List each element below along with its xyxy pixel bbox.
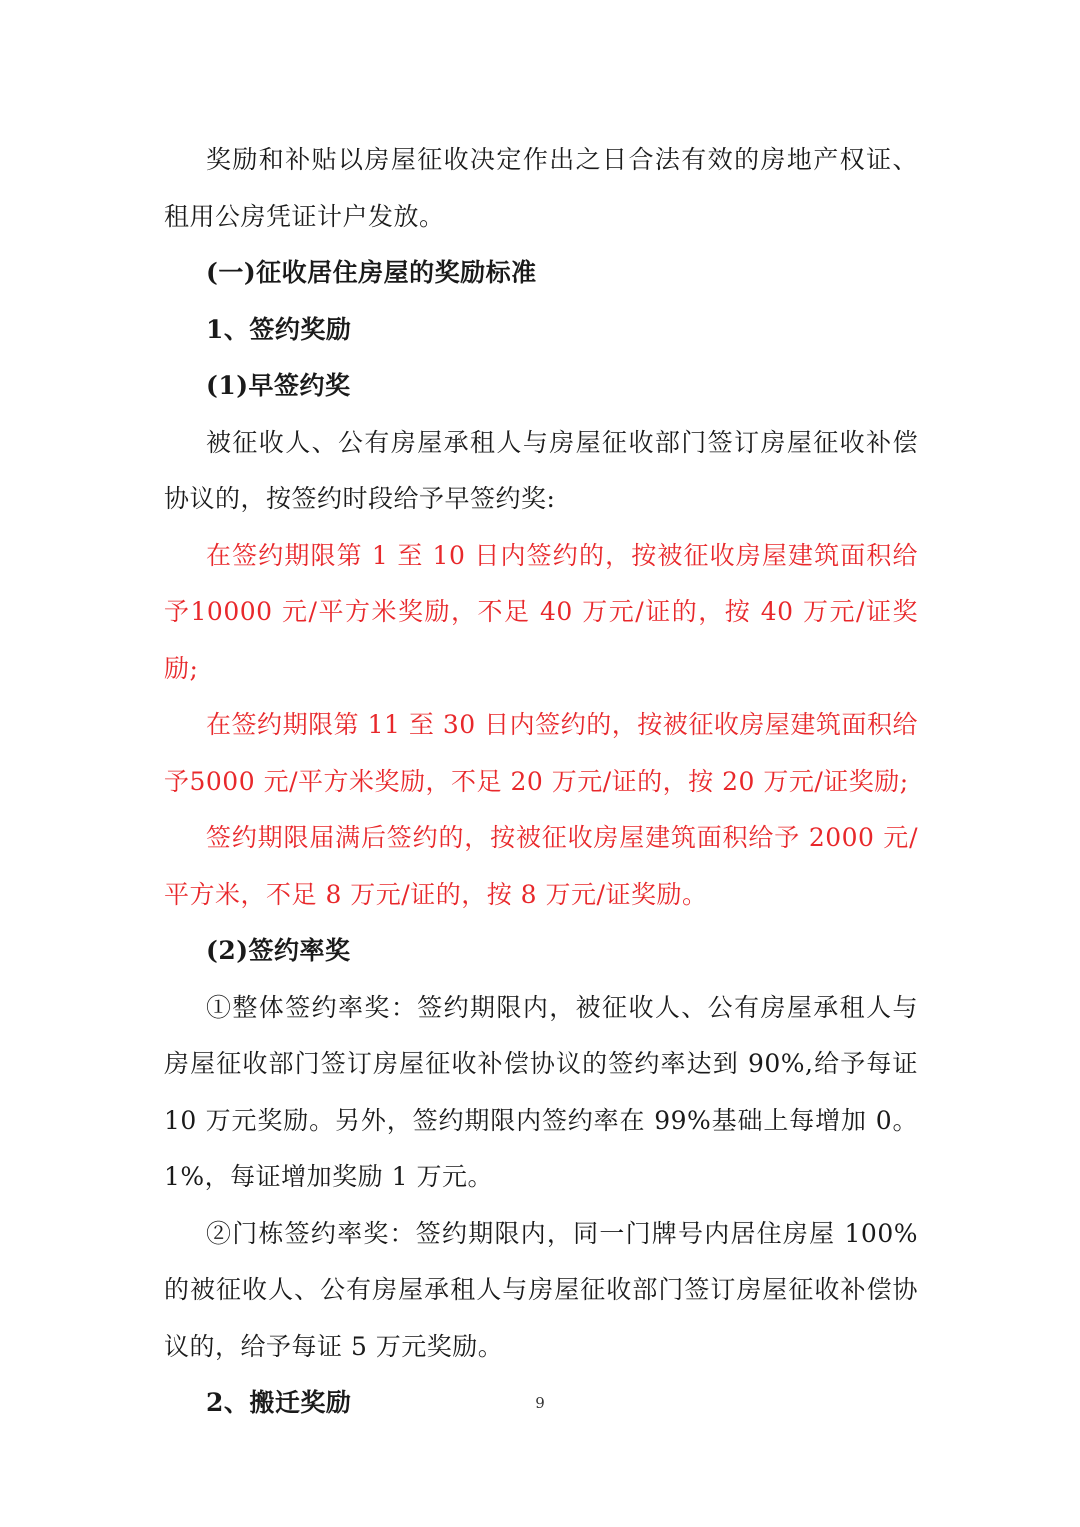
paragraph-after-deadline: 签约期限届满后签约的，按被征收房屋建筑面积给予 2000 元/平方米，不足 8 万元/证的，按 8 万元/证奖励。 — [164, 823, 918, 909]
paragraph-reward-basis: 奖励和补贴以房屋征收决定作出之日合法有效的房地产权证、租用公房凭证计户发放。 — [164, 145, 918, 231]
page-number: 9 — [535, 1394, 545, 1412]
paragraph-building-signing-rate: ②门栋签约率奖：签约期限内，同一门牌号内居住房屋 100%的被征收人、公有房屋承租人与房屋征收部门签订房屋征收补偿协议的，给予每证 5 万元奖励。 — [164, 1218, 918, 1361]
paragraph-days-1-10: 在签约期限第 1 至 10 日内签约的，按被征收房屋建筑面积给予10000 元/平方米奖励，不足 40 万元/证的，按 40 万元/证奖励; — [164, 540, 918, 683]
heading-early-signing-reward: (1)早签约奖 — [206, 371, 351, 400]
heading-residential-reward-standard: (一)征收居住房屋的奖励标准 — [206, 258, 537, 287]
heading-signing-rate-reward: (2)签约率奖 — [206, 936, 351, 965]
document-body — [164, 132, 918, 1432]
paragraph-overall-signing-rate: ①整体签约率奖：签约期限内，被征收人、公有房屋承租人与房屋征收部门签订房屋征收补偿协议的签约率达到 90%,给予每证 10 万元奖励。另外，签约期限内签约率在 99%基础上每增加 0。1%，每证增加奖励 1 万元。 — [164, 992, 918, 1191]
heading-relocation-reward: 2、搬迁奖励 — [206, 1388, 352, 1417]
paragraph-days-11-30: 在签约期限第 11 至 30 日内签约的，按被征收房屋建筑面积给予5000 元/平方米奖励，不足 20 万元/证的，按 20 万元/证奖励; — [164, 710, 918, 796]
heading-signing-reward: 1、签约奖励 — [206, 314, 352, 344]
paragraph-early-signing-intro: 被征收人、公有房屋承租人与房屋征收部门签订房屋征收补偿协议的，按签约时段给予早签约奖: — [164, 427, 918, 513]
